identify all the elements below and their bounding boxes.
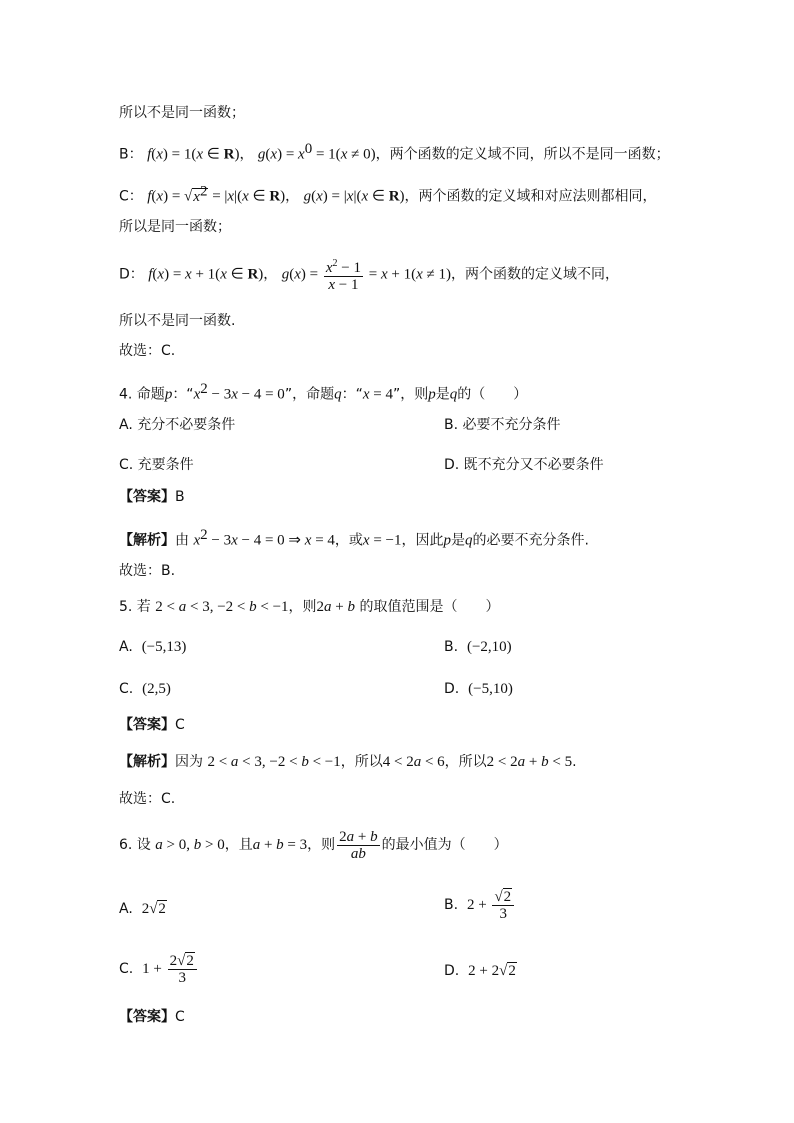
- q6-option-b[interactable]: B. 2 + $\frac{√2}{3}$: [444, 888, 516, 922]
- text: 5. 若: [119, 599, 151, 615]
- value: (−5,10): [468, 681, 513, 697]
- text-line: [119, 312, 235, 330]
- q5-analysis: 【解析】因为 2 < a < 3, −2 < b < −1，所以4 < 2a < 6，所以2 < 2a + b < 5.: [119, 754, 577, 770]
- q5-option-c[interactable]: [119, 680, 171, 698]
- q4-answer: [119, 488, 185, 506]
- label: A.: [119, 639, 133, 655]
- q6-option-a[interactable]: A. 2√2: [119, 901, 166, 917]
- text: 的最小值为（ ）: [381, 837, 508, 853]
- q4-option-d[interactable]: [444, 456, 604, 474]
- analysis-tag: 【解析】: [119, 532, 175, 549]
- answer-value: C: [175, 717, 185, 733]
- label: B.: [444, 639, 459, 655]
- label: C.: [119, 681, 134, 697]
- text: 的（ ）: [457, 386, 528, 403]
- text: 4. 命题: [119, 386, 165, 403]
- answer-tag: 【答案】: [119, 717, 175, 733]
- text: ，且: [224, 837, 253, 853]
- q6-option-d[interactable]: D. 2 + 2√2: [444, 963, 516, 979]
- value: (2,5): [142, 681, 171, 697]
- label: D.: [444, 681, 460, 697]
- q5-conclusion: [119, 790, 175, 808]
- text-line: [119, 342, 175, 360]
- q5-option-b[interactable]: [444, 638, 512, 656]
- text: ：“: [172, 386, 194, 403]
- text: .: [572, 754, 577, 770]
- text: 故选：C.: [119, 791, 176, 807]
- text: ，则: [307, 837, 336, 853]
- label: C.: [119, 961, 134, 977]
- label: A.: [119, 901, 133, 917]
- analysis-tag: 【解析】: [119, 754, 175, 770]
- q5-option-d[interactable]: [444, 680, 513, 698]
- q5-answer: [119, 716, 185, 734]
- label: B：: [119, 146, 143, 163]
- text: 6. 设: [119, 837, 151, 853]
- text: ，则: [288, 599, 317, 615]
- text: 的取值范围是（ ）: [359, 599, 500, 615]
- answer-tag: 【答案】: [119, 1009, 175, 1025]
- text: ：“: [341, 386, 363, 403]
- text: 的必要不充分条件.: [472, 532, 589, 549]
- text: 故选：B.: [119, 563, 176, 579]
- text: 所以不是同一函数；: [119, 105, 245, 121]
- q4-analysis: 【解析】由 $x^2 - 3x - 4 = 0$ ⇒ x = 4，或x = −1，因此p是q的必要不充分条件.: [119, 527, 589, 549]
- answer-value: B: [175, 489, 185, 505]
- question-4-stem: 4. 命题p：“$x^2 - 3x - 4 = 0$”，命题q：“x = 4”，则p是q的（ ）: [119, 381, 528, 403]
- q5-option-a[interactable]: [119, 638, 186, 656]
- text: B. 必要不充分条件: [444, 417, 561, 433]
- answer-value: C: [175, 1009, 185, 1025]
- text: 是: [435, 386, 450, 403]
- text-line-c: C： $f(x) = √x^2 = |x|(x$ ∈ R)， g(x) = |x|(x ∈ R)，两个函数的定义域和对应法则都相同，: [119, 183, 657, 205]
- label: D.: [444, 963, 460, 979]
- text: 所以是同一函数；: [119, 219, 231, 235]
- text: ，所以: [340, 754, 383, 770]
- text: ，两个函数的定义域和对应法则都相同，: [404, 188, 657, 205]
- question-6-stem: 6. 设 a > 0, b > 0，且a + b = 3，则 $\frac{2a + b}{ab}$ 的最小值为（ ）: [119, 828, 508, 862]
- question-5-stem: 5. 若 2 < a < 3, −2 < b < −1，则2a + b 的取值范围是（ ）: [119, 599, 500, 615]
- text-line-b: B： f(x) = 1(x ∈ R)， $g(x) = x^0 = 1(x \ne 0)$，两个函数的定义域不同，所以不是同一函数；: [119, 141, 670, 163]
- q6-answer: [119, 1008, 185, 1026]
- text: ，两个函数的定义域不同，所以不是同一函数；: [375, 146, 670, 163]
- text: 是: [451, 532, 465, 549]
- q4-conclusion: [119, 562, 175, 580]
- value: (−5,13): [141, 639, 187, 655]
- text: ”，命题: [284, 386, 335, 403]
- text: A. 充分不必要条件: [119, 417, 236, 433]
- value: (−2,10): [466, 639, 512, 655]
- text: ，或: [334, 532, 363, 549]
- label: D：: [119, 266, 144, 283]
- text: D. 既不充分又不必要条件: [444, 457, 604, 473]
- text: ，所以: [444, 754, 487, 770]
- text: ”，则: [392, 386, 429, 403]
- q4-option-a[interactable]: [119, 416, 235, 434]
- label: B.: [444, 897, 459, 913]
- text: C. 充要条件: [119, 457, 194, 473]
- text-line: [119, 218, 231, 236]
- text: ，因此: [401, 532, 444, 549]
- text: 所以不是同一函数.: [119, 313, 236, 329]
- answer-tag: 【答案】: [119, 489, 175, 505]
- text-line: [119, 104, 245, 122]
- label: C：: [119, 188, 143, 205]
- text: ，两个函数的定义域不同，: [451, 266, 620, 283]
- text: 因为: [175, 754, 203, 770]
- q4-option-b[interactable]: [444, 416, 561, 434]
- q4-option-c[interactable]: [119, 456, 194, 474]
- text-line-d: D： f(x) = x + 1(x ∈ R)， g(x) = $\frac{x^2 - 1}{x - 1}$ = x + 1(x ≠ 1)，两个函数的定义域不同，: [119, 258, 620, 293]
- text: 故选：C.: [119, 343, 176, 359]
- text: 由: [175, 532, 189, 549]
- q6-option-c[interactable]: C. 1 + $\frac{2√2}{3}$: [119, 952, 199, 986]
